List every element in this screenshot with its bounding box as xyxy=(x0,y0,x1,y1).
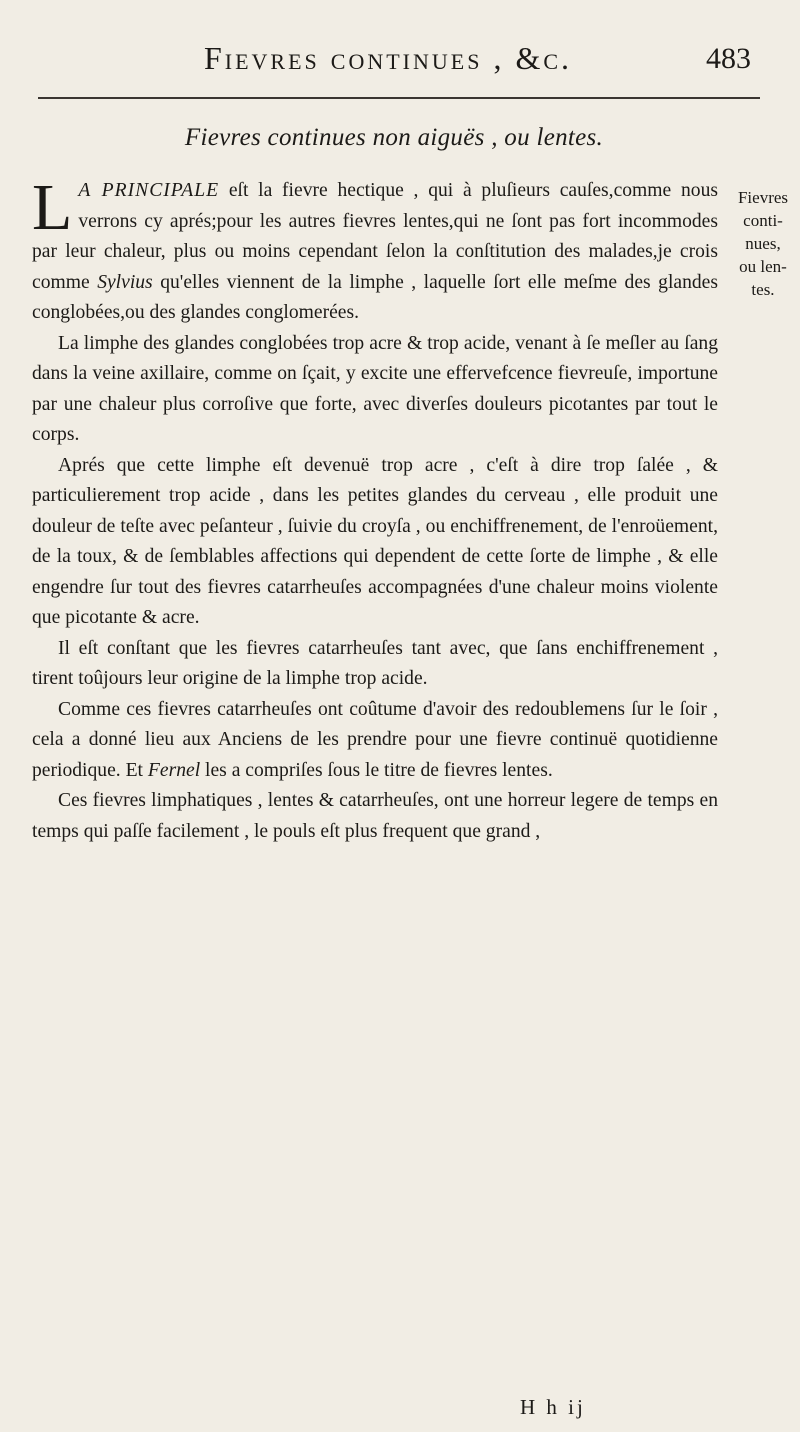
paragraph-2: La limphe des glandes conglobées trop acre & trop acide, venant à ſe meſler au ſang dans la veine axillaire, comme on ſçait, y excite une effervefcence fievreuſe, importune par une chaleur plus corroſive que forte, avec diverſes douleurs picotantes par tout le corps. xyxy=(32,332,718,445)
author-name: Fernel xyxy=(147,759,201,781)
margin-note-line: ou len- xyxy=(739,257,787,276)
author-name: Sylvius xyxy=(97,271,153,293)
margin-note xyxy=(728,186,798,301)
section-title: Fievres continues non aiguës , ou lentes. xyxy=(184,124,604,151)
margin-note-line: tes. xyxy=(751,280,775,299)
drop-cap: L xyxy=(32,171,73,244)
page-number: 483 xyxy=(706,42,751,75)
margin-note-line: Fievres xyxy=(737,188,789,207)
running-head: Fievres continues , &c. xyxy=(203,40,573,76)
paragraph-1 xyxy=(32,171,718,329)
margin-note-line: nues, xyxy=(745,234,781,253)
margin-note-line: conti- xyxy=(743,211,783,230)
paragraph-5 xyxy=(32,695,718,787)
paragraph-text: les a compriſes ſous le titre de fievres lentes. xyxy=(200,759,553,781)
body-text xyxy=(32,171,718,847)
lead-words: A PRINCIPALE xyxy=(78,180,220,201)
paragraph-text: Comme ces fievres catarrheuſes ont coûtume d'avoir des redoublemens ſur le ſoir , cela a donné lieu aux Anciens de les prendre pour une fievre continuë quotidienne periodique. Et xyxy=(32,698,718,781)
paragraph-6: Ces fievres limphatiques , lentes & catarrheuſes, ont une horreur legere de temps en temps qui paſſe facilement , le pouls eſt plus frequent que grand , xyxy=(32,790,718,842)
paragraph-3: Aprés que cette limphe eſt devenuë trop acre , c'eſt à dire trop ſalée , & particulierement trop acide , dans les petites glandes du cerveau , elle produit une douleur de teſte avec peſanteur , ſuivie du croyſa , ou enchiffrenement, de l'enroüement, de la toux, & de ſemblables affections qui dependent de cette ſorte de limphe , & elle engendre ſur tout des fievres catarrheuſes accompagnées d'une chaleur moins violente que picotante & acre. xyxy=(32,454,718,628)
signature-mark: H h ij xyxy=(520,1395,586,1419)
paragraph-text: eſt la fievre hectique , qui à pluſieurs cauſes,comme nous verrons cy aprés;pour les autres fievres lentes,qui ne ſont pas fort incommodes par leur chaleur, plus ou moins cependant ſelon la conſtitution des malades,je crois comme xyxy=(32,180,718,293)
header-rule xyxy=(38,97,760,99)
paragraph-4: Il eſt conſtant que les fievres catarrheuſes tant avec, que ſans enchiffrenement , tirent toûjours leur origine de la limphe trop acide. xyxy=(32,637,718,689)
paragraph-text: qu'elles viennent de la limphe , laquelle ſort elle meſme des glandes conglobées,ou des glandes conglomerées. xyxy=(32,271,718,323)
